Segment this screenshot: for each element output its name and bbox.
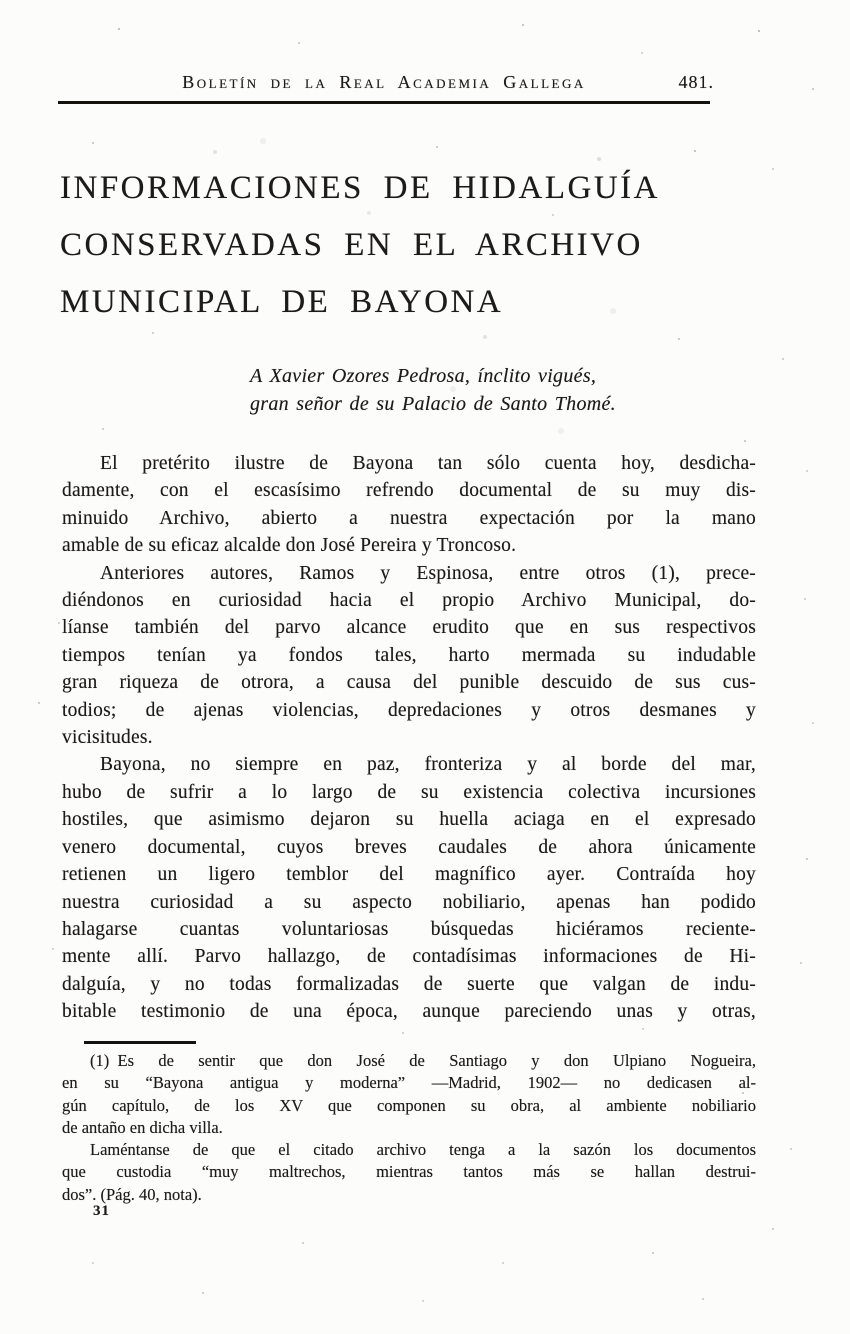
text-line: que custodia “muy maltrechos, mientras tantos más se hallan destrui- — [62, 1162, 756, 1182]
text-line: gran señor de su Palacio de Santo Thomé. — [250, 393, 616, 415]
text-line: MUNICIPAL DE BAYONA — [60, 284, 504, 320]
text-line: gún capítulo, de los XV que componen su obra, al ambiente nobiliario — [62, 1095, 756, 1115]
signature-number: 31 — [93, 1203, 110, 1219]
paragraph — [62, 450, 756, 560]
text-line: Laméntanse de que el citado archivo tenga a la sazón los documentos — [90, 1140, 756, 1160]
text-line: damente, con el escasísimo refrendo documental de su muy dis- — [62, 480, 756, 502]
paragraph — [62, 1139, 756, 1206]
text-line: dalguía, y no todas formalizadas de suerte que valgan de indu- — [62, 973, 756, 995]
header-rule — [58, 101, 710, 104]
text-line: tiempos tenían ya fondos tales, harto mermada su indudable — [62, 644, 756, 666]
footnote-rule — [84, 1041, 196, 1044]
text-line: A Xavier Ozores Pedrosa, ínclito vigués, — [250, 365, 597, 387]
text-line: (1) Es de sentir que don José de Santiago y don Ulpiano Nogueira, — [90, 1051, 756, 1070]
text-line: de antaño en dicha villa. — [62, 1117, 223, 1137]
text-line: CONSERVADAS EN EL ARCHIVO — [60, 227, 643, 263]
text-line: hostiles, que asimismo dejaron su huella aciaga en el expresado — [62, 809, 756, 831]
text-line: nuestra curiosidad a su aspecto nobiliario, apenas han podido — [62, 891, 756, 913]
journal-title: Boletín de la Real Academia Gallega — [182, 72, 586, 92]
text-line: líanse también del parvo alcance erudito que en sus respectivos — [62, 617, 756, 639]
text-line: en su “Bayona antigua y moderna” —Madrid, 1902— no dedicasen al- — [62, 1073, 756, 1093]
article-title — [60, 160, 760, 331]
text-line: Bayona, no siempre en paz, fronteriza y al borde del mar, — [100, 754, 756, 776]
page-header — [58, 72, 714, 93]
text-line: halagarse cuantas voluntariosas búsquedas hiciéramos reciente- — [62, 918, 756, 940]
text-line: retienen un ligero temblor del magnífico ayer. Contraída hoy — [62, 864, 756, 886]
text-line: dos”. (Pág. 40, nota). — [62, 1184, 202, 1204]
text-line: Anteriores autores, Ramos y Espinosa, entre otros (1), prece- — [100, 562, 756, 584]
text-line: INFORMACIONES DE HIDALGUÍA — [60, 170, 660, 206]
text-line: diéndonos en curiosidad hacia el propio Archivo Municipal, do- — [62, 590, 756, 612]
text-line: todios; de ajenas violencias, depredaciones y otros desmanes y — [62, 699, 756, 721]
text-line: vicisitudes. — [62, 727, 153, 749]
paragraph — [62, 751, 756, 1025]
article-body — [62, 450, 756, 1026]
text-line: gran riqueza de otrora, a causa del punible descuido de sus cus- — [62, 672, 756, 694]
page-number: 481. — [678, 72, 714, 92]
dedication — [250, 362, 750, 418]
paragraph — [62, 560, 756, 752]
text-line: venero documental, cuyos breves caudales de ahora únicamente — [62, 836, 756, 858]
text-line: minuido Archivo, abierto a nuestra expectación por la mano — [62, 507, 756, 529]
text-line: hubo de sufrir a lo largo de su existencia colectiva incursiones — [62, 781, 756, 803]
text-line: mente allí. Parvo hallazgo, de contadísimas informaciones de Hi- — [62, 946, 756, 968]
footnotes — [62, 1050, 756, 1206]
text-line: bitable testimonio de una época, aunque pareciendo unas y otras, — [62, 1001, 756, 1023]
text-line: amable de su eficaz alcalde don José Pereira y Troncoso. — [62, 535, 517, 557]
scan-noise — [0, 0, 2, 2]
paragraph — [62, 1050, 756, 1139]
text-line: El pretérito ilustre de Bayona tan sólo cuenta hoy, desdicha- — [100, 453, 756, 474]
